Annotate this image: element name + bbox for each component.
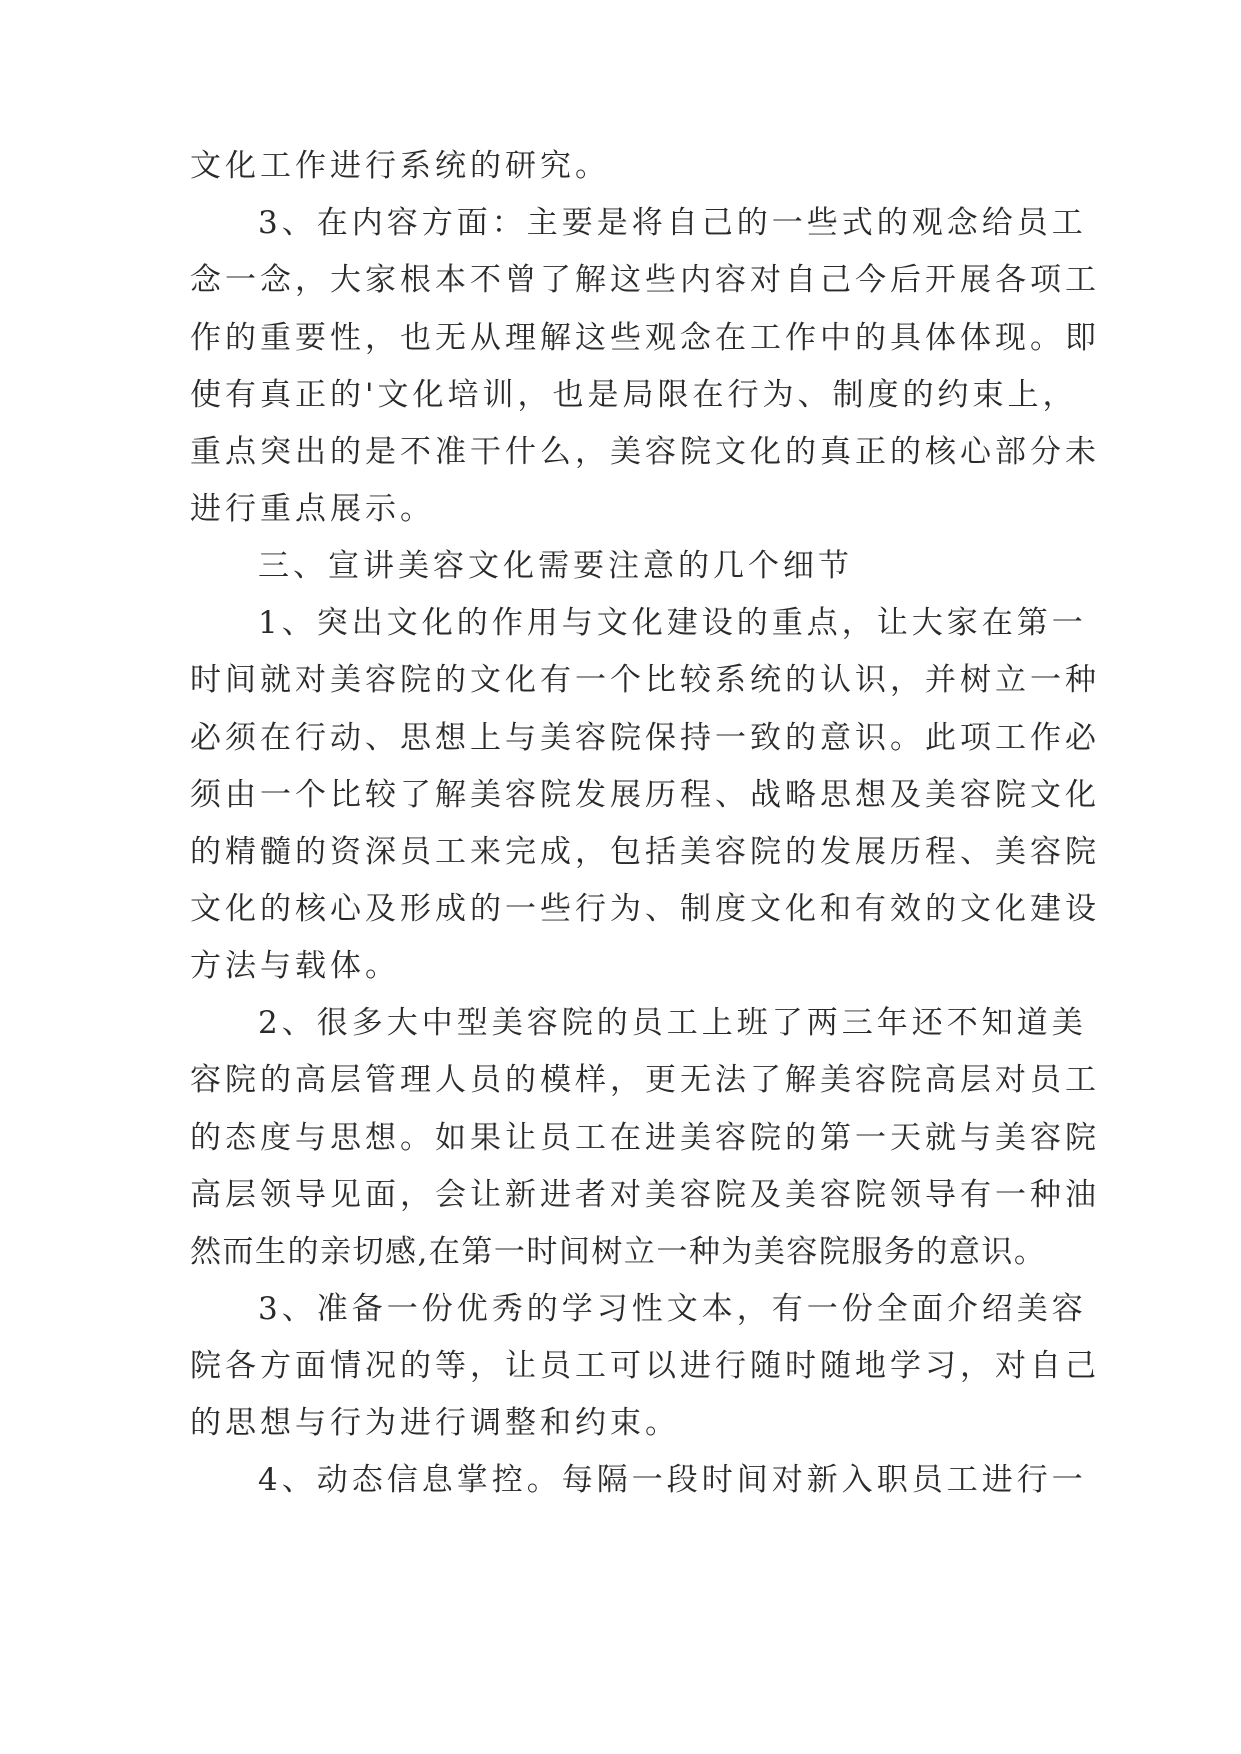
text-line: 须由一个比较了解美容院发展历程、战略思想及美容院文化	[190, 777, 1100, 813]
text-line: 重点突出的是不准干什么，美容院文化的真正的核心部分未	[190, 434, 1100, 470]
text-line: 必须在行动、思想上与美容院保持一致的意识。此项工作必	[190, 720, 1100, 756]
text-line: 使有真正的'文化培训，也是局限在行为、制度的约束上，	[190, 377, 1078, 413]
text-line: 文化工作进行系统的研究。	[190, 148, 610, 184]
text-line: 的思想与行为进行调整和约束。	[190, 1405, 680, 1441]
text-line: 进行重点展示。	[190, 491, 435, 527]
text-line: 然而生的亲切感,在第一时间树立一种为美容院服务的意识。	[190, 1234, 1047, 1270]
text-line: 时间就对美容院的文化有一个比较系统的认识，并树立一种	[190, 662, 1100, 698]
text-line: 高层领导见面，会让新进者对美容院及美容院领导有一种油	[190, 1177, 1100, 1213]
text-line: 2、很多大中型美容院的员工上班了两三年还不知道美	[258, 1005, 1087, 1041]
text-line: 念一念，大家根本不曾了解这些内容对自己今后开展各项工	[190, 262, 1100, 298]
text-line: 4、动态信息掌控。每隔一段时间对新入职员工进行一	[258, 1462, 1087, 1498]
text-line: 作的重要性，也无从理解这些观念在工作中的具体体现。即	[190, 320, 1100, 356]
text-line: 院各方面情况的等，让员工可以进行随时随地学习，对自己	[190, 1348, 1100, 1384]
text-line: 3、在内容方面：主要是将自己的一些式的观念给员工	[258, 205, 1087, 241]
text-line: 3、准备一份优秀的学习性文本，有一份全面介绍美容	[258, 1291, 1087, 1327]
section-heading: 三、宣讲美容文化需要注意的几个细节	[258, 548, 853, 584]
text-line: 文化的核心及形成的一些行为、制度文化和有效的文化建设	[190, 891, 1100, 927]
text-line: 的精髓的资深员工来完成，包括美容院的发展历程、美容院	[190, 834, 1100, 870]
text-line: 1、突出文化的作用与文化建设的重点，让大家在第一	[258, 605, 1087, 641]
text-line: 方法与载体。	[190, 948, 400, 984]
text-line: 的态度与思想。如果让员工在进美容院的第一天就与美容院	[190, 1120, 1100, 1156]
text-line: 容院的高层管理人员的模样，更无法了解美容院高层对员工	[190, 1062, 1100, 1098]
